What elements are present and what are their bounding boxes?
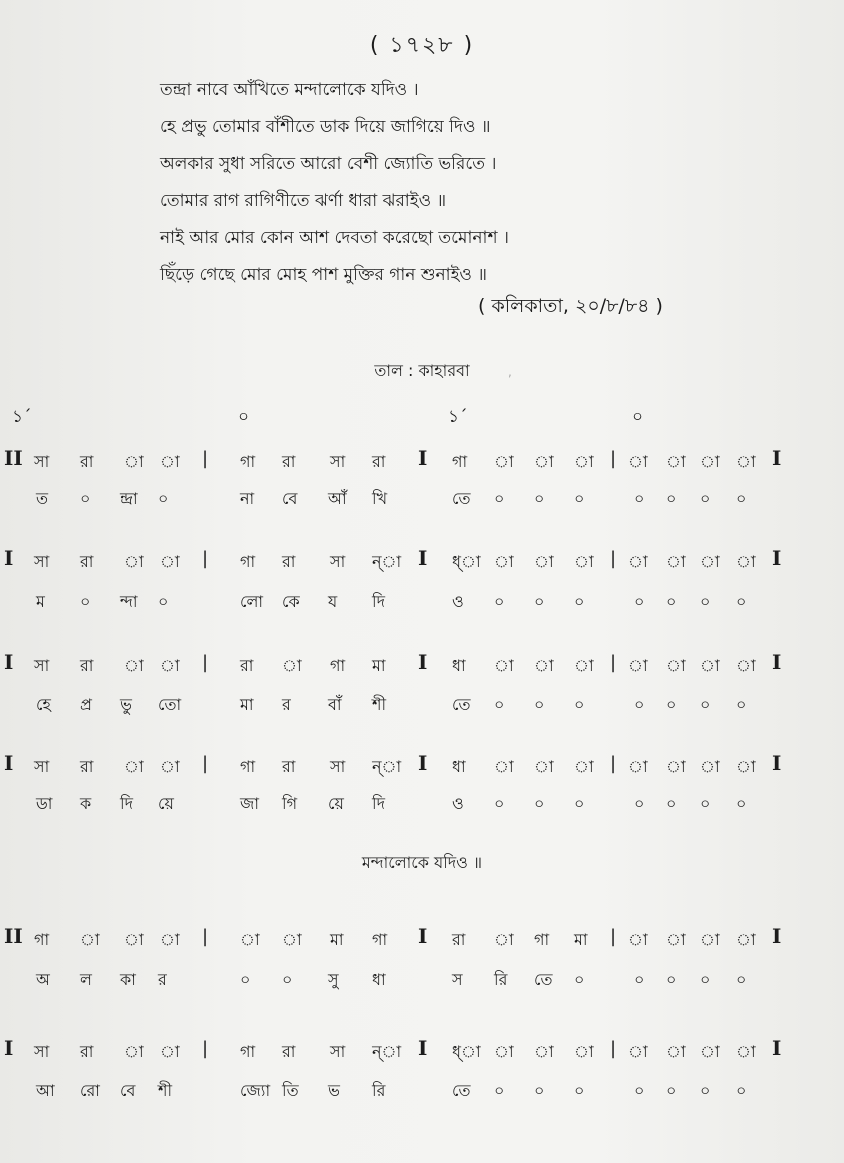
syllable: কা xyxy=(120,970,136,989)
syllable: ০ xyxy=(700,970,711,989)
syllable: ও xyxy=(452,794,464,813)
swara-note: গা xyxy=(240,452,256,471)
lyric-line: তোমার রাগ রাগিণীতে ঝর্ণা ধারা ঝরাইও ॥ xyxy=(160,191,447,211)
syllable: ০ xyxy=(666,592,677,611)
syllable: বাঁ xyxy=(328,695,342,714)
swara-note: গা xyxy=(240,757,256,776)
syllable: ভ xyxy=(328,1081,340,1100)
syllable: ০ xyxy=(158,592,169,611)
bar-line: I xyxy=(418,924,428,948)
syllable: ০ xyxy=(574,489,585,508)
swara-note: রা xyxy=(452,930,466,949)
swara-note: া xyxy=(534,656,554,675)
swara-note: া xyxy=(282,930,302,949)
syllable: হে xyxy=(36,695,51,714)
lyrics-block xyxy=(160,72,780,294)
swara-note: া xyxy=(736,1042,756,1061)
syllable: ০ xyxy=(634,794,645,813)
syllable: ল xyxy=(80,970,92,989)
syllable: তে xyxy=(452,489,471,508)
swara-note: রা xyxy=(80,552,94,571)
word-row xyxy=(0,1078,844,1108)
bar-line: II xyxy=(4,446,23,470)
bar-line: I xyxy=(418,1036,428,1060)
bar-divider: | xyxy=(202,448,209,469)
beat-mark: ১´ xyxy=(12,407,32,427)
syllable: বে xyxy=(282,489,298,508)
swara-note: মা xyxy=(574,930,588,949)
syllable: ম xyxy=(36,592,45,611)
syllable: ত xyxy=(36,489,49,508)
swara-note: া xyxy=(666,757,686,776)
swara-note: সা xyxy=(330,1042,346,1061)
bar-divider: | xyxy=(610,448,617,469)
syllable: তে xyxy=(452,695,471,714)
syllable: লো xyxy=(240,592,264,611)
swara-note: রা xyxy=(372,452,386,471)
bar-divider: | xyxy=(610,753,617,774)
swara-note: ন্া xyxy=(372,552,402,571)
word-row xyxy=(0,967,844,997)
swara-row xyxy=(0,1036,844,1069)
syllable: ০ xyxy=(534,592,545,611)
beat-mark: ০ xyxy=(632,407,644,427)
swara-note: া xyxy=(160,1042,180,1061)
swara-note: রা xyxy=(282,1042,296,1061)
swara-note: া xyxy=(160,930,180,949)
syllable: কে xyxy=(282,592,300,611)
bar-line: I xyxy=(772,751,782,775)
syllable: ০ xyxy=(666,970,677,989)
syllable: ০ xyxy=(80,592,91,611)
swara-note: া xyxy=(628,452,648,471)
swara-note: া xyxy=(666,1042,686,1061)
syllable: ০ xyxy=(736,489,747,508)
syllable: জ্যো xyxy=(240,1081,271,1100)
syllable: ০ xyxy=(634,1081,645,1100)
syllable: আঁ xyxy=(328,489,347,508)
swara-note: া xyxy=(160,452,180,471)
syllable: খি xyxy=(372,489,388,508)
bar-line: I xyxy=(4,650,14,674)
bar-line: I xyxy=(772,1036,782,1060)
syllable: য়ে xyxy=(158,794,174,813)
swara-note: রা xyxy=(80,1042,94,1061)
swara-note: রা xyxy=(80,656,94,675)
swara-note: া xyxy=(494,656,514,675)
swara-note: া xyxy=(494,757,514,776)
syllable: ০ xyxy=(282,970,293,989)
syllable: তে xyxy=(534,970,553,989)
syllable: স xyxy=(452,970,463,989)
syllable: ০ xyxy=(574,794,585,813)
swara-note: া xyxy=(736,552,756,571)
bar-line: I xyxy=(418,751,428,775)
syllable: সু xyxy=(328,970,339,989)
syllable: ০ xyxy=(666,794,677,813)
syllable: ০ xyxy=(494,592,505,611)
syllable: র xyxy=(158,970,167,989)
song-number: ( ১৭২৮ ) xyxy=(369,33,475,58)
swara-note: রা xyxy=(240,656,254,675)
swara-row xyxy=(0,924,844,957)
bar-divider: | xyxy=(610,652,617,673)
syllable: য xyxy=(328,592,338,611)
syllable: ভু xyxy=(120,695,132,714)
swara-row xyxy=(0,546,844,579)
swara-note: া xyxy=(534,452,554,471)
syllable: বে xyxy=(120,1081,136,1100)
swara-note: া xyxy=(628,757,648,776)
swara-note: রা xyxy=(282,757,296,776)
syllable: ০ xyxy=(534,794,545,813)
swara-note: া xyxy=(574,757,594,776)
swara-note: া xyxy=(666,656,686,675)
syllable: রো xyxy=(80,1081,100,1100)
swara-note: া xyxy=(628,552,648,571)
swara-note: রা xyxy=(282,552,296,571)
bar-divider: | xyxy=(610,926,617,947)
syllable: ০ xyxy=(634,489,645,508)
lyric-line: নাই আর মোর কোন আশ দেবতা করেছো তমোনাশ । xyxy=(160,228,509,248)
bar-divider: | xyxy=(202,548,209,569)
syllable: মা xyxy=(240,695,254,714)
syllable: ০ xyxy=(494,489,505,508)
swara-note: া xyxy=(124,930,144,949)
swara-note: া xyxy=(628,930,648,949)
beat-mark: ০ xyxy=(238,407,250,427)
swara-note: া xyxy=(160,552,180,571)
bar-line: I xyxy=(772,924,782,948)
place-date: ( কলিকাতা, ২০/৮/৮৪ ) xyxy=(478,295,663,317)
swara-note: গা xyxy=(240,552,256,571)
swara-note: া xyxy=(700,552,720,571)
swara-note: া xyxy=(494,552,514,571)
word-row xyxy=(0,791,844,821)
word-row xyxy=(0,486,844,516)
swara-note: ধ্া xyxy=(452,552,481,571)
swara-note: া xyxy=(124,656,144,675)
swara-row xyxy=(0,650,844,683)
syllable: ০ xyxy=(574,592,585,611)
syllable: ০ xyxy=(574,970,585,989)
syllable: দি xyxy=(120,794,133,813)
syllable: ০ xyxy=(736,1081,747,1100)
swara-note: গা xyxy=(534,930,550,949)
syllable: শী xyxy=(372,695,387,714)
bar-line: I xyxy=(772,546,782,570)
syllable: ০ xyxy=(666,695,677,714)
syllable: ০ xyxy=(534,695,545,714)
syllable: দি xyxy=(372,794,385,813)
swara-note: সা xyxy=(34,552,50,571)
swara-note: া xyxy=(736,757,756,776)
swara-note: া xyxy=(700,757,720,776)
syllable: ০ xyxy=(736,592,747,611)
bar-line: I xyxy=(4,751,14,775)
syllable: ০ xyxy=(494,695,505,714)
syllable: ০ xyxy=(494,1081,505,1100)
swara-note: ন্া xyxy=(372,757,402,776)
syllable: অ xyxy=(36,970,50,989)
syllable: ডা xyxy=(36,794,53,813)
swara-note: া xyxy=(736,452,756,471)
swara-note: সা xyxy=(34,452,50,471)
smudge-mark: , xyxy=(508,365,512,379)
swara-note: া xyxy=(534,757,554,776)
bar-divider: | xyxy=(202,926,209,947)
beat-mark: ১´ xyxy=(448,407,468,427)
swara-note: া xyxy=(240,930,260,949)
swara-note: ধা xyxy=(452,656,466,675)
swara-note: া xyxy=(282,656,302,675)
syllable: য়ে xyxy=(328,794,344,813)
swara-note: সা xyxy=(330,452,346,471)
swara-note: া xyxy=(124,1042,144,1061)
syllable: গি xyxy=(282,794,298,813)
swara-note: া xyxy=(534,552,554,571)
bar-line: I xyxy=(772,650,782,674)
lyric-line: তন্দ্রা নাবে আঁখিতে মন্দালোকে যদিও । xyxy=(160,80,419,100)
swara-note: া xyxy=(628,656,648,675)
syllable: ন্দা xyxy=(120,592,138,611)
bar-divider: | xyxy=(202,1038,209,1059)
syllable: ০ xyxy=(700,695,711,714)
syllable: ০ xyxy=(574,1081,585,1100)
syllable: ০ xyxy=(240,970,251,989)
syllable: ০ xyxy=(634,695,645,714)
swara-note: া xyxy=(574,1042,594,1061)
syllable: ০ xyxy=(158,489,169,508)
syllable: ০ xyxy=(80,489,91,508)
swara-note: া xyxy=(574,552,594,571)
swara-note: সা xyxy=(330,552,346,571)
swara-note: া xyxy=(700,656,720,675)
swara-note: া xyxy=(160,757,180,776)
syllable: ০ xyxy=(736,695,747,714)
swara-note: সা xyxy=(34,656,50,675)
swara-row xyxy=(0,751,844,784)
swara-note: সা xyxy=(34,757,50,776)
syllable: ০ xyxy=(574,695,585,714)
word-row xyxy=(0,692,844,722)
swara-note: া xyxy=(124,452,144,471)
refrain-label: মন্দালোকে যদিও ॥ xyxy=(361,853,483,872)
swara-note: া xyxy=(666,452,686,471)
swara-note: া xyxy=(124,552,144,571)
bar-divider: | xyxy=(610,1038,617,1059)
syllable: ০ xyxy=(700,489,711,508)
bar-line: II xyxy=(4,924,23,948)
beat-marks xyxy=(0,404,844,434)
syllable: ০ xyxy=(700,1081,711,1100)
bar-divider: | xyxy=(610,548,617,569)
bar-line: I xyxy=(418,546,428,570)
syllable: জা xyxy=(240,794,259,813)
syllable: ০ xyxy=(736,794,747,813)
swara-note: রা xyxy=(80,452,94,471)
swara-note: া xyxy=(574,452,594,471)
syllable: ০ xyxy=(700,794,711,813)
syllable: তে xyxy=(452,1081,471,1100)
swara-note: গা xyxy=(330,656,346,675)
swara-note: া xyxy=(534,1042,554,1061)
bar-line: I xyxy=(4,1036,14,1060)
lyric-line: ছিঁড়ে গেছে মোর মোহ পাশ মুক্তির গান শুনাইও ॥ xyxy=(160,265,487,285)
bar-line: I xyxy=(418,650,428,674)
swara-note: া xyxy=(124,757,144,776)
swara-note: া xyxy=(700,452,720,471)
syllable: ন্দ্রা xyxy=(120,489,138,508)
syllable: তি xyxy=(282,1081,299,1100)
syllable: ০ xyxy=(736,970,747,989)
swara-note: া xyxy=(666,552,686,571)
swara-note: া xyxy=(700,1042,720,1061)
swara-note: া xyxy=(160,656,180,675)
lyric-line: হে প্রভু তোমার বাঁশীতে ডাক দিয়ে জাগিয়ে দিও ॥ xyxy=(160,117,491,137)
swara-note: া xyxy=(80,930,100,949)
syllable: ধা xyxy=(372,970,386,989)
swara-note: া xyxy=(736,656,756,675)
syllable: রি xyxy=(372,1081,386,1100)
bar-divider: | xyxy=(202,753,209,774)
swara-note: ন্া xyxy=(372,1042,402,1061)
syllable: র xyxy=(282,695,291,714)
swara-note: া xyxy=(494,452,514,471)
bar-line: I xyxy=(418,446,428,470)
syllable: রি xyxy=(494,970,508,989)
swara-note: া xyxy=(494,1042,514,1061)
syllable: ০ xyxy=(666,489,677,508)
swara-note: সা xyxy=(330,757,346,776)
syllable: তো xyxy=(158,695,182,714)
syllable: ০ xyxy=(534,489,545,508)
swara-note: রা xyxy=(80,757,94,776)
syllable: আ xyxy=(36,1081,55,1100)
swara-note: গা xyxy=(34,930,50,949)
swara-note: মা xyxy=(372,656,386,675)
swara-note: া xyxy=(494,930,514,949)
swara-note: া xyxy=(736,930,756,949)
bar-line: I xyxy=(4,546,14,570)
swara-row xyxy=(0,446,844,479)
lyric-line: অলকার সুধা সরিতে আরো বেশী জ্যোতি ভরিতে । xyxy=(160,154,497,174)
syllable: না xyxy=(240,489,255,508)
swara-note: গা xyxy=(452,452,468,471)
swara-note: া xyxy=(666,930,686,949)
word-row xyxy=(0,589,844,619)
swara-note: গা xyxy=(372,930,388,949)
swara-note: া xyxy=(574,656,594,675)
syllable: দি xyxy=(372,592,385,611)
swara-note: মা xyxy=(330,930,344,949)
swara-note: ধ্া xyxy=(452,1042,481,1061)
swara-note: রা xyxy=(282,452,296,471)
syllable: ও xyxy=(452,592,464,611)
bar-divider: | xyxy=(202,652,209,673)
swara-note: া xyxy=(700,930,720,949)
tal-label: তাল : কাহারবা xyxy=(374,361,470,380)
syllable: ০ xyxy=(534,1081,545,1100)
syllable: ০ xyxy=(700,592,711,611)
syllable: ক xyxy=(80,794,92,813)
syllable: ০ xyxy=(634,970,645,989)
swara-note: ধা xyxy=(452,757,466,776)
syllable: ০ xyxy=(666,1081,677,1100)
syllable: ০ xyxy=(634,592,645,611)
swara-note: সা xyxy=(34,1042,50,1061)
syllable: প্র xyxy=(80,695,92,714)
syllable: ০ xyxy=(494,794,505,813)
swara-note: া xyxy=(628,1042,648,1061)
syllable: শী xyxy=(158,1081,173,1100)
swara-note: গা xyxy=(240,1042,256,1061)
bar-line: I xyxy=(772,446,782,470)
